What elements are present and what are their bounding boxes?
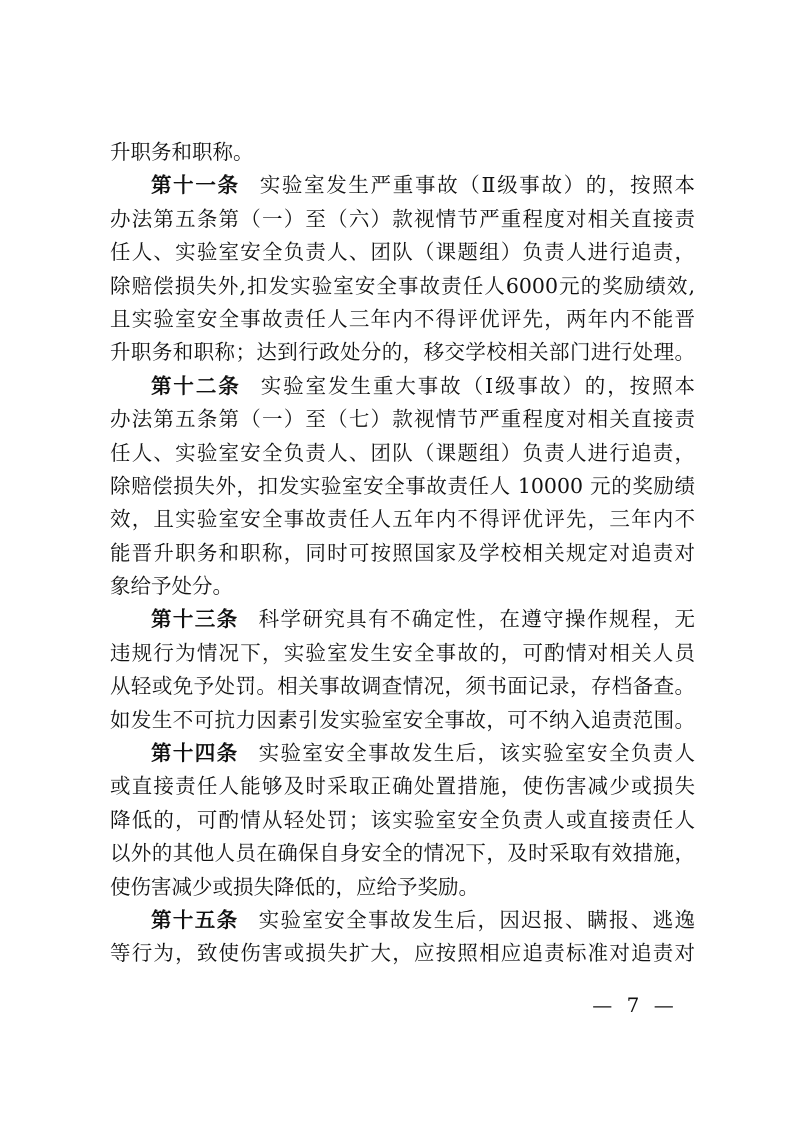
text-line: 科学研究具有不确定性，在遵守操作规程，无 [258,607,696,632]
article-heading: 第十五条 [151,907,239,932]
article-14-line [110,737,695,770]
text-line: 实验室安全事故发生后，因迟报、瞒报、逃逸 [258,907,696,932]
text-line: 除赔偿损失外,扣发实验室安全事故责任人6000元的奖励绩效, [110,273,695,298]
text-line: 象给予处分。 [110,574,233,599]
article-15-line [110,904,695,937]
article-11-line [110,169,695,202]
document-body [110,136,695,971]
text-line: 从轻或免予处罚。相关事故调查情况，须书面记录，存档备查。 [110,674,695,699]
article-heading: 第十一条 [151,173,240,198]
text-line: 升职务和职称。 [110,140,254,164]
text-line: 效，且实验室安全事故责任人五年内不得评优评先，三年内不 [110,507,695,532]
text-line: 实验室安全事故发生后，该实验室安全负责人 [258,741,696,766]
text-line: 以外的其他人员在确保自身安全的情况下，及时采取有效措施， [110,841,695,866]
article-13-line [110,603,695,636]
text-line: 违规行为情况下，实验室发生安全事故的，可酌情对相关人员 [110,640,695,665]
text-line: 等行为，致使伤害或损失扩大，应按照相应追责标准对追责对 [110,941,695,966]
text-line: 使伤害减少或损失降低的，应给予奖励。 [110,874,479,899]
text-line: 办法第五条第（一）至（七）款视情节严重程度对相关直接责 [110,407,695,432]
text-line: 且实验室安全事故责任人三年内不得评优评先，两年内不能晋 [110,306,695,331]
article-heading: 第十四条 [151,741,239,766]
text-line: 办法第五条第（一）至（六）款视情节严重程度对相关直接责 [110,206,695,231]
article-heading: 第十二条 [151,373,241,398]
text-line: 如发生不可抗力因素引发实验室安全事故，可不纳入追责范围。 [110,707,695,732]
text-line: 任人、实验室安全负责人、团队（课题组）负责人进行追责， [110,240,695,265]
text-line: 降低的，可酌情从轻处罚；该实验室安全负责人或直接责任人 [110,807,695,832]
page-number: — 7 — [592,993,678,1017]
text-line: 实验室发生严重事故（Ⅱ级事故）的，按照本 [259,173,696,198]
text-line: 升职务和职称；达到行政处分的，移交学校相关部门进行处理。 [110,340,695,365]
article-heading: 第十三条 [151,607,239,632]
text-line: 能晋升职务和职称，同时可按照国家及学校相关规定对追责对 [110,540,695,565]
text-line: 除赔偿损失外，扣发实验室安全事故责任人 10000 元的奖励绩 [110,473,695,498]
text-line: 任人、实验室安全负责人、团队（课题组）负责人进行追责， [110,440,695,465]
article-12-line [110,370,695,403]
text-line: 实验室发生重大事故（Ⅰ级事故）的，按照本 [260,373,696,398]
text-line: 或直接责任人能够及时采取正确处置措施，使伤害减少或损失 [110,774,695,799]
